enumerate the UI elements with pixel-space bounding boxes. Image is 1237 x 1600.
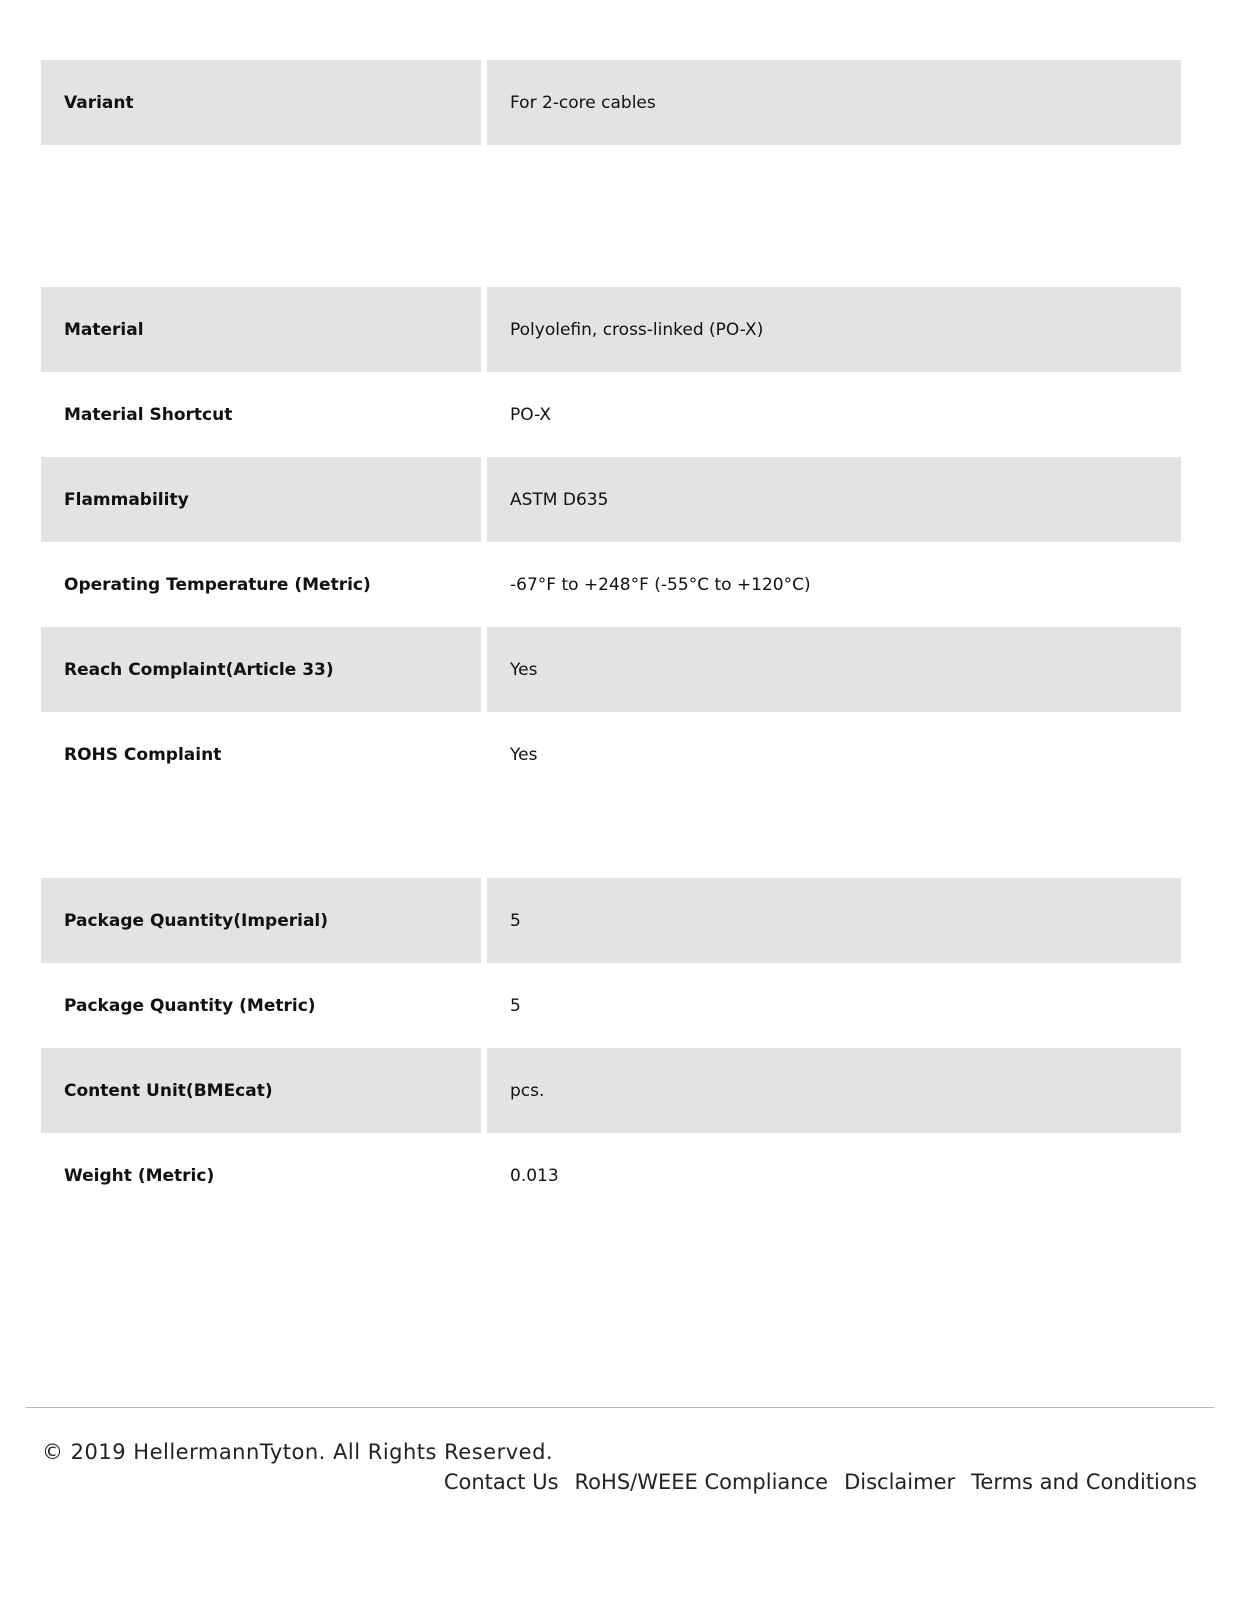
spec-value: ASTM D635 (487, 457, 1181, 542)
spec-value: For 2-core cables (487, 60, 1181, 145)
spec-row-variant (41, 60, 1181, 145)
spec-label: Reach Complaint(Article 33) (41, 627, 481, 712)
spec-row-flammability (41, 457, 1181, 542)
spec-label: Material (41, 287, 481, 372)
spec-row-package-quantity-imperial (41, 878, 1181, 963)
spec-row-material-shortcut (41, 372, 1181, 457)
rohs-weee-compliance-link[interactable]: RoHS/WEEE Compliance (574, 1470, 829, 1494)
spec-value: Yes (487, 627, 1181, 712)
spec-value: PO-X (510, 404, 552, 425)
spec-row-reach-complaint (41, 627, 1181, 712)
spec-value: 0.013 (510, 1165, 559, 1186)
spec-row-material (41, 287, 1181, 372)
disclaimer-link[interactable]: Disclaimer (844, 1470, 956, 1494)
variant-spec-table (41, 60, 1181, 145)
package-spec-table (41, 878, 1181, 1218)
terms-and-conditions-link[interactable]: Terms and Conditions (971, 1470, 1197, 1494)
spec-value: 5 (487, 878, 1181, 963)
spec-label: Package Quantity(Imperial) (41, 878, 481, 963)
spec-label: Content Unit(BMEcat) (41, 1048, 481, 1133)
footer-links (444, 1470, 1197, 1494)
spec-label: ROHS Complaint (64, 744, 222, 765)
spec-label: Variant (41, 60, 481, 145)
spec-value: pcs. (487, 1048, 1181, 1133)
spec-row-rohs-complaint (41, 712, 1181, 797)
contact-us-link[interactable]: Contact Us (443, 1470, 559, 1494)
spec-label: Weight (Metric) (64, 1165, 215, 1186)
spec-value: Polyolefin, cross-linked (PO-X) (487, 287, 1181, 372)
spec-value: 5 (510, 995, 521, 1016)
spec-label: Package Quantity (Metric) (64, 995, 316, 1016)
spec-row-weight-metric (41, 1133, 1181, 1218)
spec-row-package-quantity-metric (41, 963, 1181, 1048)
spec-value: -67°F to +248°F (-55°C to +120°C) (510, 574, 811, 595)
material-spec-table (41, 287, 1181, 797)
spec-row-operating-temperature (41, 542, 1181, 627)
spec-label: Operating Temperature (Metric) (64, 574, 371, 595)
spec-row-content-unit (41, 1048, 1181, 1133)
spec-label: Flammability (41, 457, 481, 542)
spec-value: Yes (510, 744, 538, 765)
copyright-notice: © 2019 HellermannTyton. All Rights Reserved. (42, 1440, 554, 1464)
footer-divider (26, 1407, 1214, 1408)
spec-label: Material Shortcut (64, 404, 233, 425)
